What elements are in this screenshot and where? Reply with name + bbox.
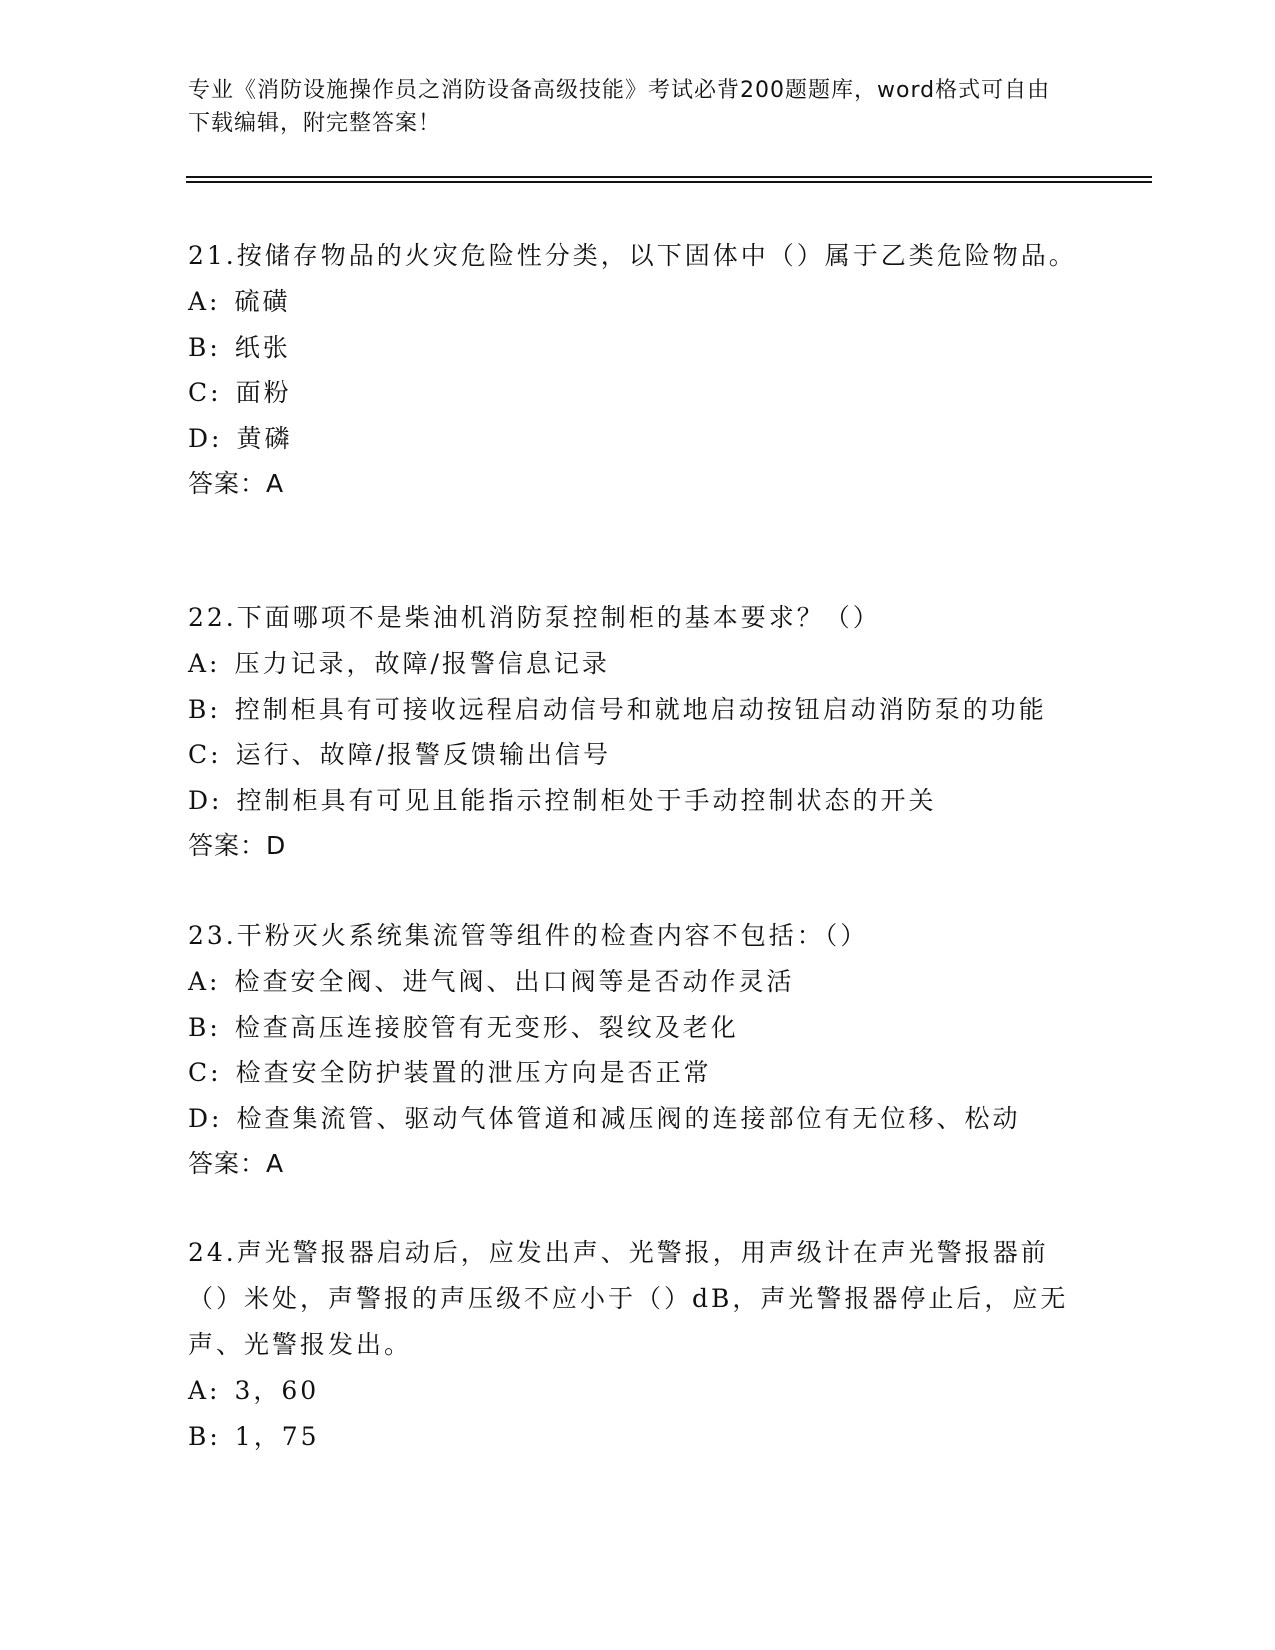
option-c — [188, 732, 1088, 778]
option-key: B: — [188, 694, 221, 724]
option-key: B: — [188, 1012, 221, 1042]
option-b — [188, 1414, 1088, 1460]
option-key: B: — [188, 332, 221, 362]
option-a — [188, 1368, 1088, 1414]
option-key: C: — [188, 378, 222, 407]
option-text: 面粉 — [235, 378, 292, 407]
option-a — [188, 279, 1088, 325]
question-24 — [188, 1230, 1088, 1459]
option-text: 控制柜具有可见且能指示控制柜处于手动控制状态的开关 — [236, 785, 937, 815]
option-key: D: — [188, 423, 223, 453]
option-key: D: — [188, 785, 223, 815]
question-23 — [188, 913, 1088, 1187]
option-text: 检查集流管、驱动气体管道和减压阀的连接部位有无位移、松动 — [236, 1103, 1021, 1133]
question-text: 24.声光警报器启动后，应发出声、光警报，用声级计在声光警报器前（）米处，声警报的声压级不应小于（）dB，声光警报器停止后，应无声、光警报发出。 — [188, 1238, 1069, 1359]
question-22 — [188, 595, 1088, 869]
option-key: A: — [188, 287, 221, 316]
option-text: 3，60 — [234, 1376, 320, 1405]
question-text: 21.按储存物品的火灾危险性分类，以下固体中（）属于乙类危险物品。 — [188, 241, 1077, 270]
question-text: 22.下面哪项不是柴油机消防泵控制柜的基本要求？（） — [188, 603, 881, 632]
answer-label: 答案： — [188, 1149, 267, 1178]
option-key: A: — [188, 1376, 221, 1405]
option-a — [188, 959, 1088, 1005]
answer-value: D — [266, 831, 287, 860]
question-21 — [188, 233, 1088, 507]
option-text: 1，75 — [234, 1421, 320, 1451]
header-divider-bottom — [186, 181, 1152, 183]
option-b — [188, 687, 1088, 733]
question-text: 23.干粉灭火系统集流管等组件的检查内容不包括：（） — [188, 921, 869, 950]
option-d — [188, 1096, 1088, 1142]
answer-label: 答案： — [188, 831, 267, 860]
option-d — [188, 416, 1088, 462]
option-text: 运行、故障/报警反馈输出信号 — [235, 740, 611, 769]
answer-value: A — [266, 1149, 285, 1178]
option-a — [188, 641, 1088, 687]
option-b — [188, 325, 1088, 371]
answer-line — [188, 461, 1088, 507]
header-divider-top — [186, 176, 1152, 178]
option-c — [188, 1050, 1088, 1096]
option-key: D: — [188, 1103, 223, 1133]
option-text: 检查安全阀、进气阀、出口阀等是否动作灵活 — [234, 967, 795, 996]
option-text: 压力记录，故障/报警信息记录 — [234, 649, 610, 678]
document-header: 专业《消防设施操作员之消防设备高级技能》考试必背200题题库，word格式可自由下载编辑，附完整答案！ — [188, 78, 1051, 136]
option-text: 纸张 — [234, 332, 291, 362]
answer-value: A — [266, 469, 285, 498]
option-key: B: — [188, 1421, 221, 1451]
option-key: C: — [188, 740, 222, 769]
option-text: 检查安全防护装置的泄压方向是否正常 — [235, 1058, 712, 1087]
option-c — [188, 370, 1088, 416]
option-key: A: — [188, 967, 221, 996]
option-text: 检查高压连接胶管有无变形、裂纹及老化 — [234, 1012, 739, 1042]
answer-label: 答案： — [188, 469, 267, 498]
answer-line — [188, 823, 1088, 869]
option-key: C: — [188, 1058, 222, 1087]
option-b — [188, 1005, 1088, 1051]
option-d — [188, 778, 1088, 824]
option-text: 控制柜具有可接收远程启动信号和就地启动按钮启动消防泵的功能 — [234, 694, 1047, 724]
option-text: 硫磺 — [234, 287, 291, 316]
option-key: A: — [188, 649, 221, 678]
answer-line — [188, 1141, 1088, 1187]
option-text: 黄磷 — [236, 423, 293, 453]
